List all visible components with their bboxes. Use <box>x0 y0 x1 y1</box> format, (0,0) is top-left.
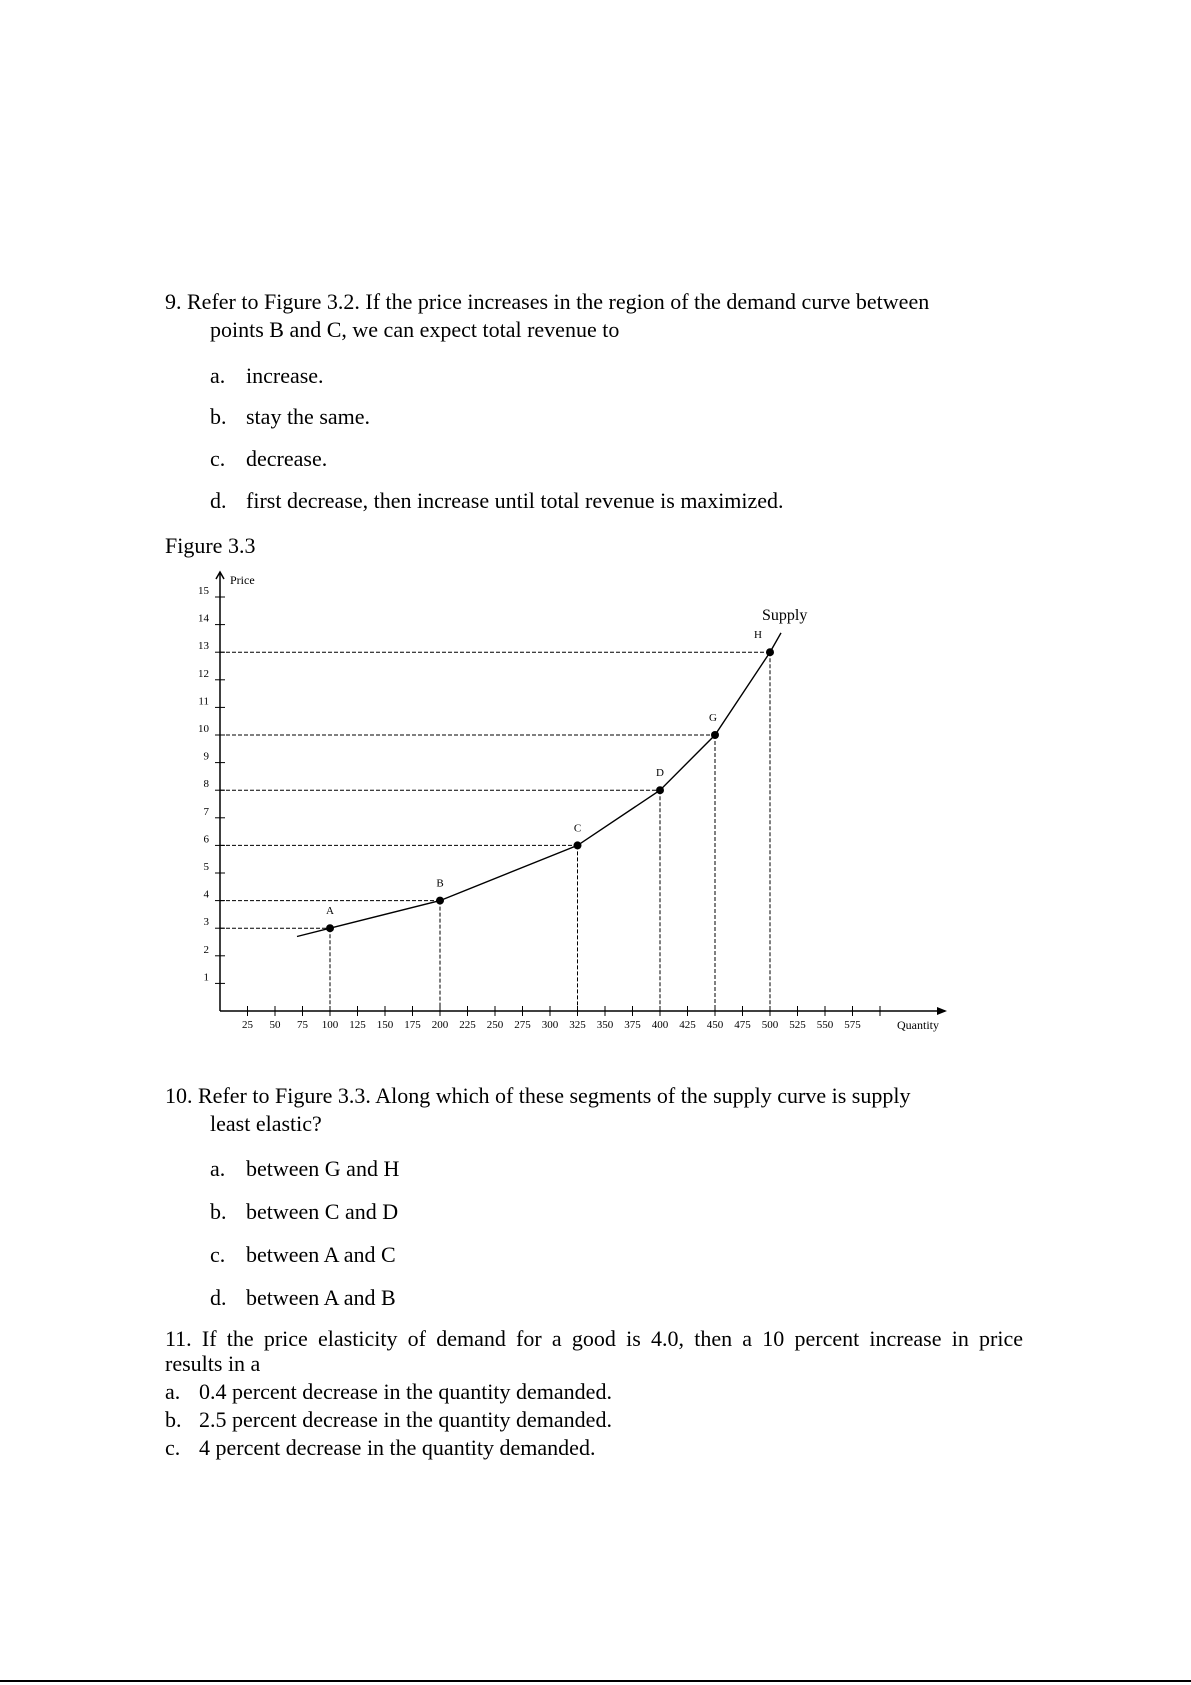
y-tick-label: 4 <box>203 888 209 901</box>
y-tick-label: 3 <box>203 916 209 929</box>
y-tick-label: 6 <box>203 833 209 846</box>
x-axis-label: Quantity <box>897 1018 939 1032</box>
point-a <box>326 924 334 932</box>
q10-option-c: c. between A and C <box>210 1242 396 1267</box>
x-tick-label: 225 <box>459 1019 476 1031</box>
figure-label: Figure 3.3 <box>165 533 256 558</box>
point-c <box>574 841 582 849</box>
y-tick-label: 15 <box>198 585 209 597</box>
x-tick-label: 475 <box>734 1019 751 1031</box>
supply-curve <box>297 633 781 937</box>
x-tick-label: 100 <box>321 1019 339 1031</box>
x-axis-arrow <box>937 1007 947 1015</box>
y-tick-label: 8 <box>203 778 209 791</box>
x-tick-label: 375 <box>624 1019 641 1031</box>
q9-stem-line2: points B and C, we can expect total revenue to <box>210 317 620 342</box>
point-d <box>656 786 664 794</box>
x-tick-label: 500 <box>761 1019 779 1031</box>
q11-option-c: c. 4 percent decrease in the quantity demanded. <box>165 1435 596 1460</box>
y-tick-label: 9 <box>203 750 209 763</box>
y-tick-label: 5 <box>203 861 209 873</box>
y-tick-label: 14 <box>198 612 209 625</box>
y-tick-label: 1 <box>203 971 209 984</box>
q11-option-b: b. 2.5 percent decrease in the quantity demanded. <box>165 1407 612 1432</box>
point-g <box>711 731 719 739</box>
y-tick-label: 12 <box>198 667 209 680</box>
y-tick-label: 13 <box>198 640 209 653</box>
x-tick-label: 175 <box>404 1019 421 1031</box>
q9-option-b: b. stay the same. <box>210 404 371 429</box>
x-tick-label: 525 <box>789 1019 806 1031</box>
y-tick-label: 10 <box>198 723 209 735</box>
point-label-d: D <box>656 767 664 780</box>
point-label-b: B <box>436 877 444 890</box>
x-tick-label: 300 <box>541 1019 559 1031</box>
point-h <box>766 648 774 656</box>
x-tick-label: 200 <box>431 1019 449 1031</box>
y-tick-label: 11 <box>198 695 209 708</box>
x-tick-label: 25 <box>242 1019 253 1031</box>
q11-stem-line2: results in a <box>165 1351 261 1376</box>
q9-option-c: c. decrease. <box>210 446 328 471</box>
q10-stem-line2: least elastic? <box>210 1111 322 1136</box>
x-tick-label: 150 <box>376 1019 394 1031</box>
x-tick-label: 325 <box>569 1019 586 1031</box>
q10-option-a: a. between G and H <box>210 1156 400 1181</box>
x-tick-label: 450 <box>706 1019 724 1031</box>
point-label-g: G <box>709 712 717 724</box>
q10-stem-line1: 10. Refer to Figure 3.3. Along which of these segments of the supply curve is supply <box>165 1083 911 1108</box>
point-label-a: A <box>326 905 334 918</box>
y-tick-label: 2 <box>203 943 209 956</box>
page-bottom-rule <box>0 1680 1191 1682</box>
x-tick-label: 250 <box>486 1019 504 1031</box>
q10-option-b: b. between C and D <box>210 1199 399 1224</box>
q10-option-d: d. between A and B <box>210 1285 396 1310</box>
point-b <box>436 897 444 905</box>
x-tick-label: 125 <box>349 1019 366 1031</box>
q9-option-d: d. first decrease, then increase until total revenue is maximized. <box>210 488 784 513</box>
x-tick-label: 575 <box>844 1019 861 1031</box>
q9-stem-line1: 9. Refer to Figure 3.2. If the price increases in the region of the demand curve between <box>165 289 930 314</box>
point-label-h: H <box>754 629 762 642</box>
y-tick-label: 7 <box>203 805 209 818</box>
x-tick-label: 550 <box>816 1019 834 1031</box>
x-tick-label: 50 <box>269 1019 281 1031</box>
x-tick-label: 75 <box>297 1019 308 1031</box>
q9-option-a: a. increase. <box>210 363 324 388</box>
x-tick-label: 275 <box>514 1019 531 1031</box>
q11-option-a: a. 0.4 percent decrease in the quantity demanded. <box>165 1379 612 1404</box>
x-tick-label: 425 <box>679 1019 696 1031</box>
q11-stem-line1: 11. If the price elasticity of demand for a good is 4.0, then a 10 percent increase in price <box>165 1326 1023 1351</box>
point-label-c: C <box>573 822 582 835</box>
x-tick-label: 350 <box>596 1019 614 1031</box>
x-tick-label: 400 <box>651 1019 669 1031</box>
supply-label: Supply <box>762 607 808 624</box>
y-axis-label: Price <box>230 573 255 587</box>
